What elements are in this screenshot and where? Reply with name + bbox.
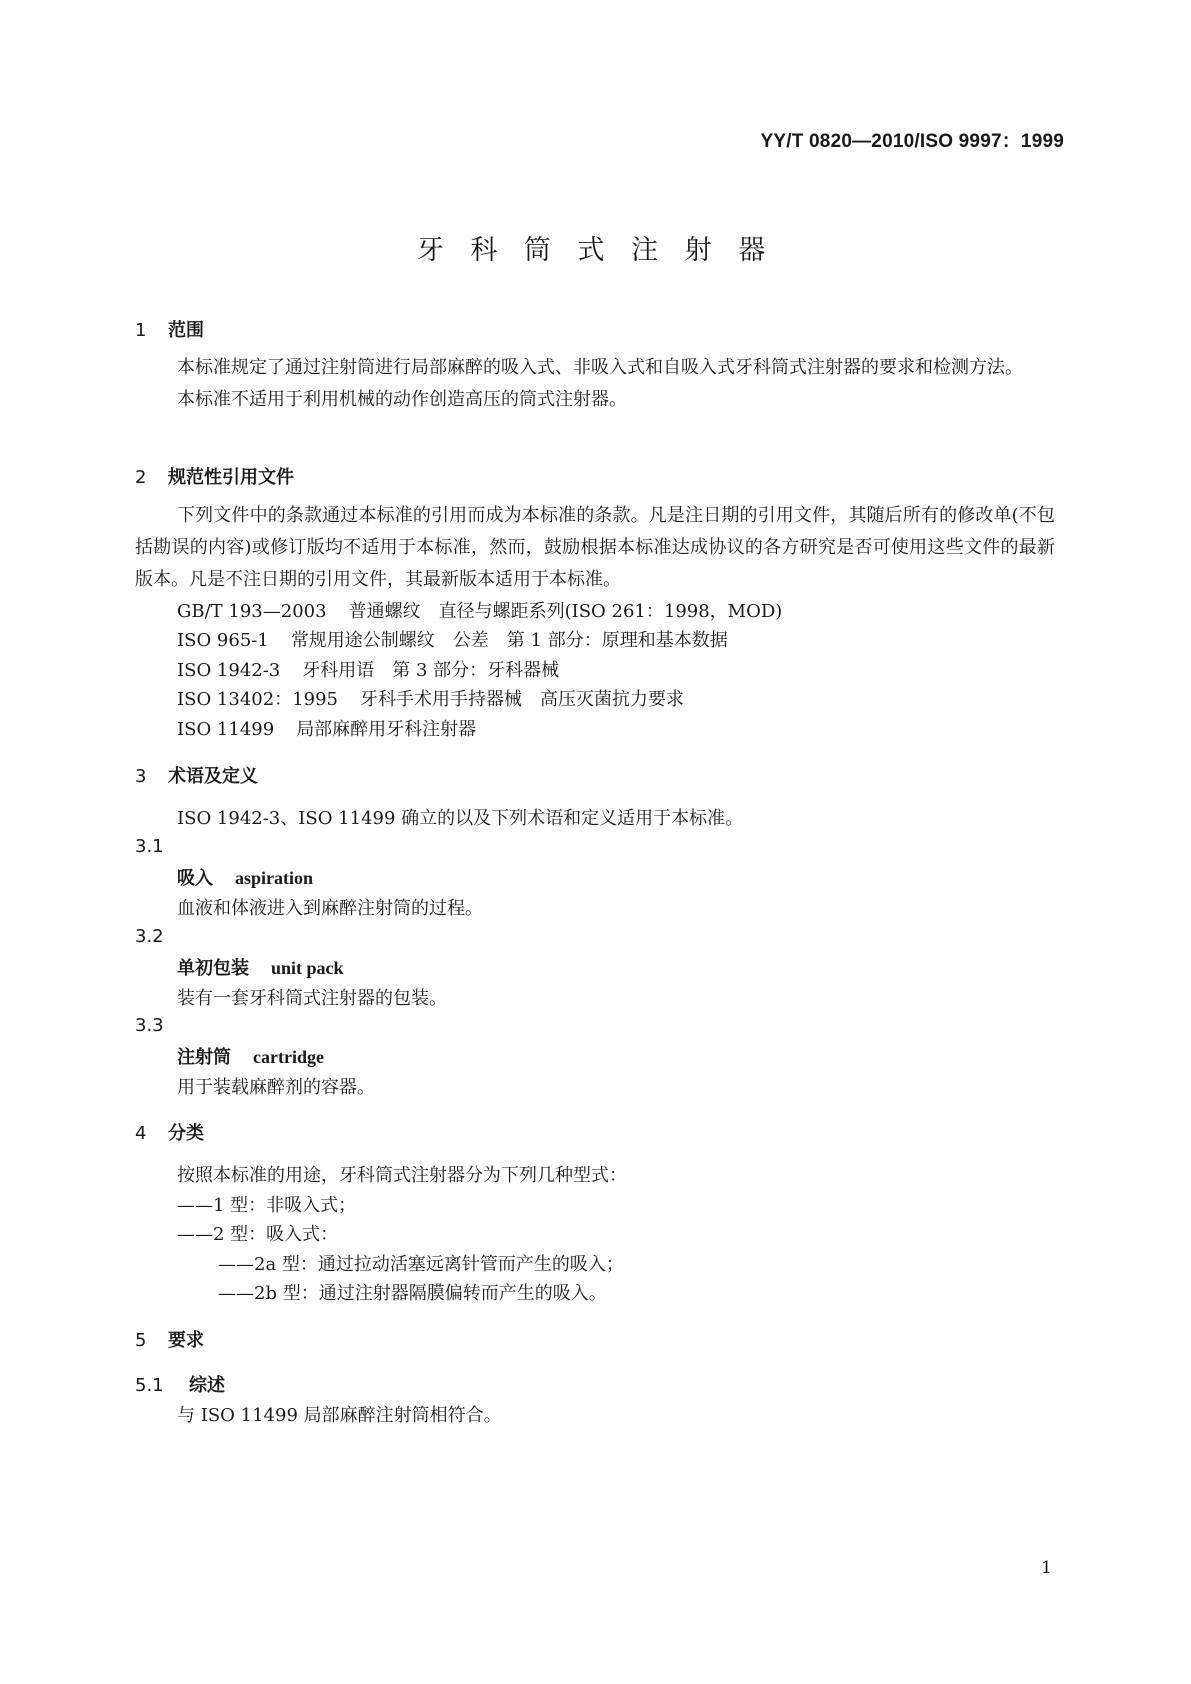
section-title: 术语及定义	[168, 766, 258, 787]
reference-item	[177, 685, 684, 711]
section-heading-requirements	[135, 1326, 204, 1352]
term-cn: 注射筒	[177, 1047, 231, 1068]
paragraph-text: 下列文件中的条款通过本标准的引用而成为本标准的条款。凡是注日期的引用文件，其随后所有的修改单(不包括勘误的内容)或修订版均不适用于本标准，然而，鼓励根据本标准达成协议的各方研究是否可使用这些文件的最新版本。凡是不注日期的引用文件，其最新版本适用于本标准。	[135, 505, 1055, 590]
term-en: unit pack	[271, 958, 344, 978]
list-item: ——1 型：非吸入式；	[177, 1195, 357, 1216]
paragraph: 与 ISO 11499 局部麻醉注射筒相符合。	[177, 1405, 502, 1426]
term-en: cartridge	[253, 1047, 324, 1067]
paragraph	[135, 500, 1055, 596]
reference-title: 局部麻醉用牙科注射器	[296, 719, 477, 740]
section-number: 4	[135, 1123, 147, 1144]
reference-title: 牙科手术用手持器械 高压灭菌抗力要求	[360, 689, 684, 710]
section-heading-terms	[135, 762, 258, 788]
list-item: ——2 型：吸入式：	[177, 1224, 339, 1245]
section-heading-classification	[135, 1119, 204, 1145]
term-cn: 单初包装	[177, 958, 249, 979]
section-number: 3	[135, 766, 147, 787]
standard-code: YY/T 0820—2010/ISO 9997：1999	[760, 131, 1064, 152]
subsection-title: 综述	[189, 1375, 225, 1396]
paragraph: 按照本标准的用途，牙科筒式注射器分为下列几种型式：	[177, 1165, 627, 1186]
section-title: 要求	[168, 1330, 204, 1351]
paragraph: 本标准规定了通过注射筒进行局部麻醉的吸入式、非吸入式和自吸入式牙科筒式注射器的要求和检测方法。	[177, 357, 1023, 378]
term-cn: 吸入	[177, 868, 213, 889]
term-number: 3.3	[135, 1015, 164, 1036]
reference-item	[177, 597, 782, 623]
section-number: 5	[135, 1330, 147, 1351]
section-number: 1	[135, 320, 147, 341]
term-number: 3.1	[135, 836, 164, 857]
reference-title: 常规用途公制螺纹 公差 第 1 部分：原理和基本数据	[290, 630, 728, 651]
term-definition: 用于装载麻醉剂的容器。	[177, 1077, 375, 1098]
section-title: 范围	[168, 320, 204, 341]
section-heading-scope	[135, 316, 204, 342]
reference-item	[177, 626, 728, 652]
reference-code: ISO 11499	[177, 719, 275, 740]
term-en: aspiration	[235, 868, 314, 888]
section-heading-references	[135, 463, 294, 489]
term-definition: 血液和体液进入到麻醉注射筒的过程。	[177, 898, 483, 919]
section-body-scope	[135, 352, 1055, 416]
paragraph: 本标准不适用于利用机械的动作创造高压的筒式注射器。	[177, 389, 627, 410]
page-number: 1	[1041, 1558, 1052, 1578]
paragraph: ISO 1942-3、ISO 11499 确立的以及下列术语和定义适用于本标准。	[177, 808, 744, 829]
reference-code: ISO 1942-3	[177, 660, 281, 681]
section-number: 2	[135, 467, 147, 488]
subsection-number: 5.1	[135, 1375, 164, 1396]
reference-code: GB/T 193—2003	[177, 601, 327, 622]
term-heading	[177, 864, 313, 890]
reference-code: ISO 13402：1995	[177, 689, 338, 710]
section-title: 规范性引用文件	[168, 467, 294, 488]
term-number: 3.2	[135, 926, 164, 947]
reference-code: ISO 965-1	[177, 630, 269, 651]
reference-item	[177, 715, 476, 741]
reference-title: 牙科用语 第 3 部分：牙科器械	[302, 660, 560, 681]
sub-list-item: ——2a 型：通过拉动活塞远离针管而产生的吸入；	[218, 1254, 624, 1275]
sub-list-item: ——2b 型：通过注射器隔膜偏转而产生的吸入。	[218, 1283, 607, 1304]
document-title: 牙 科 筒 式 注 射 器	[416, 235, 775, 266]
term-heading	[177, 1043, 324, 1069]
reference-title: 普通螺纹 直径与螺距系列(ISO 261：1998，MOD)	[348, 601, 783, 622]
term-heading	[177, 954, 344, 980]
subsection-heading-general	[135, 1371, 225, 1397]
section-title: 分类	[168, 1123, 204, 1144]
term-definition: 装有一套牙科筒式注射器的包装。	[177, 988, 447, 1009]
reference-item	[177, 656, 559, 682]
